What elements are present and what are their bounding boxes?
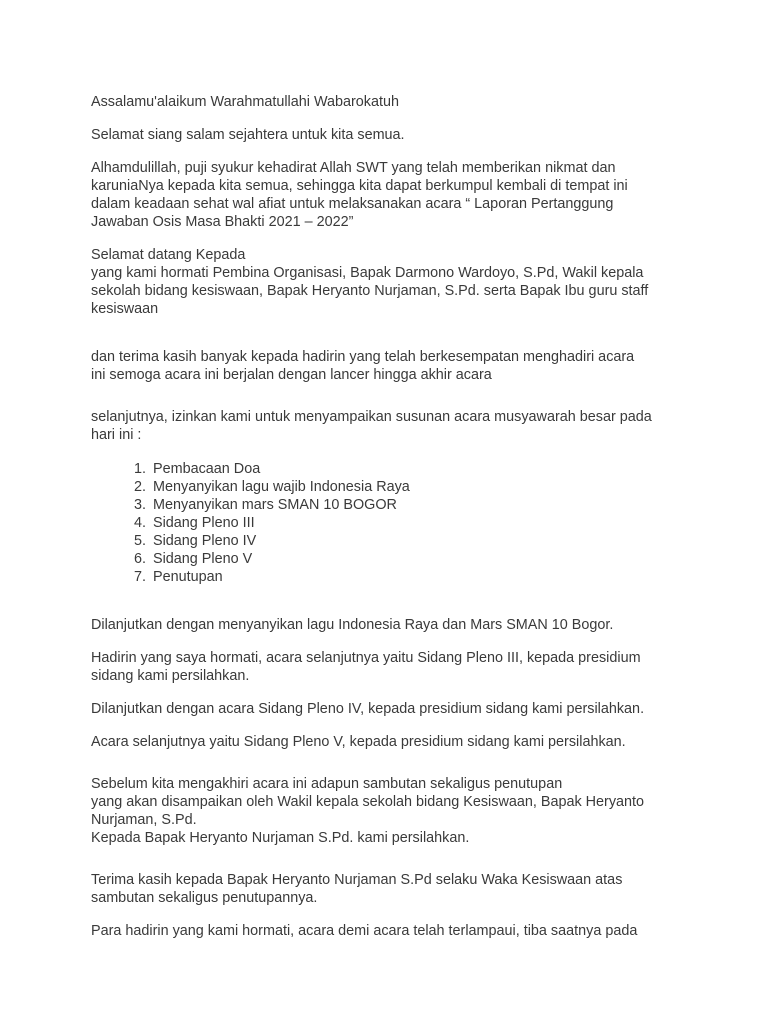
closing-speech-paragraph: Sebelum kita mengakhiri acara ini adapun sambutan sekaligus penutupan yang akan disampaikan oleh Wakil kepala sekolah bidang Kesiswaan, Bapak Heryanto Nurjaman, S.Pd. Kepada Bapak Heryanto Nurjaman S.Pd. kami persilahkan. [91,776,645,846]
agenda-item-text: Pembacaan Doa [153,461,261,477]
agenda-item [134,460,691,478]
agenda-item-number: 3. [134,497,147,513]
pleno-four-paragraph: Dilanjutkan dengan acara Sidang Pleno IV, kepada presidium sidang kami persilahkan. [91,701,645,717]
thanks-closing-paragraph: Terima kasih kepada Bapak Heryanto Nurjaman S.Pd selaku Waka Kesiswaan atas sambutan sekaligus penutupannya. [91,872,623,906]
greeting-paragraph: Assalamu'alaikum Warahmatullahi Wabarokatuh [91,94,400,110]
agenda-item [134,532,691,550]
agenda-item [134,496,691,514]
agenda-item-number: 7. [134,569,147,585]
agenda-item-text: Sidang Pleno III [153,515,255,531]
agenda-item-text: Menyanyikan mars SMAN 10 BOGOR [153,497,397,513]
agenda-item-number: 6. [134,551,147,567]
agenda-item-number: 4. [134,515,147,531]
agenda-item [134,550,691,568]
agenda-item [134,514,691,532]
agenda-item-number: 1. [134,461,147,477]
document-body [91,93,691,940]
agenda-item-text: Sidang Pleno IV [153,533,257,549]
agenda-item [134,568,691,586]
agenda-intro-paragraph: selanjutnya, izinkan kami untuk menyampaikan susunan acara musyawarah besar pada hari ini : [91,409,652,443]
final-paragraph: Para hadirin yang kami hormati, acara demi acara telah terlampaui, tiba saatnya pada [91,923,638,939]
agenda-item-number: 5. [134,533,147,549]
welcome-paragraph: Selamat datang Kepada yang kami hormati Pembina Organisasi, Bapak Darmono Wardoyo, S.Pd, Wakil kepala sekolah bidang kesiswaan, Bapak Heryanto Nurjaman, S.Pd. serta Bapak Ibu guru staff kesiswaan [91,247,649,317]
pleno-three-paragraph: Hadirin yang saya hormati, acara selanjutnya yaitu Sidang Pleno III, kepada presidium sidang kami persilahkan. [91,650,641,684]
agenda-item-number: 2. [134,479,147,495]
pleno-five-paragraph: Acara selanjutnya yaitu Sidang Pleno V, kepada presidium sidang kami persilahkan. [91,734,626,750]
agenda-item [134,478,691,496]
opening-paragraph: Alhamdulillah, puji syukur kehadirat Allah SWT yang telah memberikan nikmat dan karuniaNya kepada kita semua, sehingga kita dapat berkumpul kembali di tempat ini dalam keadaan sehat wal afiat untuk melaksanakan acara “ Laporan Pertanggung Jawaban Osis Masa Bhakti 2021 – 2022” [91,160,628,230]
thanks-paragraph: dan terima kasih banyak kepada hadirin yang telah berkesempatan menghadiri acara ini semoga acara ini berjalan dengan lancer hingga akhir acara [91,349,635,383]
salutation-paragraph: Selamat siang salam sejahtera untuk kita semua. [91,127,405,143]
agenda-list [91,460,691,586]
agenda-item-text: Menyanyikan lagu wajib Indonesia Raya [153,479,410,495]
anthem-paragraph: Dilanjutkan dengan menyanyikan lagu Indonesia Raya dan Mars SMAN 10 Bogor. [91,617,614,633]
agenda-item-text: Sidang Pleno V [153,551,253,567]
agenda-item-text: Penutupan [153,569,223,585]
